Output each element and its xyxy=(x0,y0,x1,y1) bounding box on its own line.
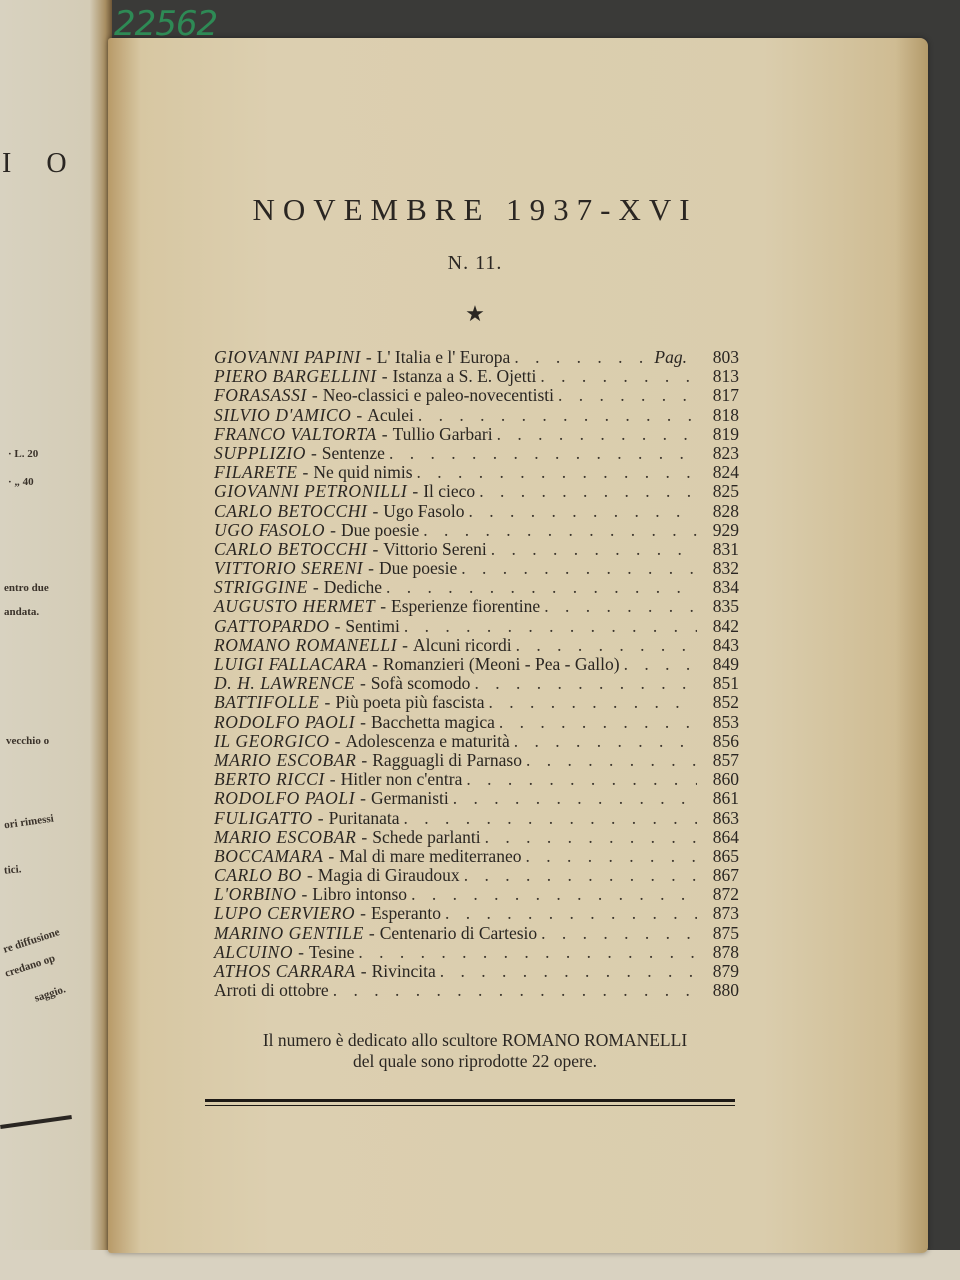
dot-leader xyxy=(541,924,697,943)
toc-separator: - xyxy=(360,788,366,809)
toc-entry xyxy=(214,809,739,828)
toc-entry xyxy=(214,578,739,597)
toc-author: GIOVANNI PETRONILLI xyxy=(214,481,408,502)
toc-author: L'ORBINO xyxy=(214,884,297,905)
toc-entry xyxy=(214,540,739,559)
toc-title: Sentimi xyxy=(345,615,400,636)
toc-author: LUPO CERVIERO xyxy=(214,903,356,924)
toc-entry xyxy=(214,732,739,751)
dot-leader xyxy=(491,540,697,559)
toc-title: Due poesie xyxy=(341,519,420,540)
dot-leader xyxy=(540,367,697,386)
toc-separator: - xyxy=(412,481,419,502)
toc-title: Adolescenza e maturità xyxy=(345,730,510,751)
toc-title: Tesine xyxy=(308,941,355,962)
dot-leader xyxy=(497,425,697,444)
toc-separator: - xyxy=(381,366,388,387)
toc-page-number: 880 xyxy=(712,980,739,1001)
toc-page-number: 834 xyxy=(712,577,739,598)
toc-author: BERTO RICCI xyxy=(214,769,325,790)
dot-leader xyxy=(544,597,697,616)
star-ornament-icon: ★ xyxy=(465,301,485,326)
left-page-text-fragment: re diffusione xyxy=(1,926,62,956)
toc-title: Germanisti xyxy=(371,788,449,809)
toc-title: Sentenze xyxy=(321,442,385,463)
toc-separator: - xyxy=(334,730,341,751)
toc-separator: - xyxy=(368,922,375,943)
toc-page-number: 835 xyxy=(712,596,739,617)
toc-entry xyxy=(214,367,739,386)
toc-author: MARIO ESCOBAR xyxy=(214,749,357,770)
toc-author: SILVIO D'AMICO xyxy=(214,404,352,425)
toc-author: BATTIFOLLE xyxy=(214,692,320,713)
toc-entry xyxy=(214,636,739,655)
toc-author: IL GEORGICO xyxy=(214,730,330,751)
toc-author: CARLO BETOCCHI xyxy=(214,538,368,559)
dot-leader xyxy=(411,885,697,904)
toc-title: Ragguagli di Parnaso xyxy=(372,749,522,770)
toc-entry xyxy=(214,828,739,847)
toc-entry xyxy=(214,847,739,866)
toc-separator: - xyxy=(402,634,408,655)
toc-entry xyxy=(214,406,739,425)
toc-author: LUIGI FALLACARA xyxy=(214,654,368,674)
left-page-text-fragment: credano op xyxy=(3,952,57,980)
toc-page-number: 813 xyxy=(712,366,739,387)
bottom-rule-thick xyxy=(205,1099,735,1102)
left-page-heading: I O xyxy=(2,148,81,179)
toc-separator: - xyxy=(311,385,318,406)
toc-entry xyxy=(214,386,739,405)
toc-separator: - xyxy=(301,884,308,905)
toc-page-number: 863 xyxy=(712,807,739,828)
toc-author: MARINO GENTILE xyxy=(214,922,364,943)
left-page-text-fragment: ori rimessi xyxy=(3,812,55,832)
dot-leader xyxy=(418,406,697,425)
toc-title: Rivincita xyxy=(371,961,436,981)
toc-title: Schede parlanti xyxy=(372,826,481,847)
toc-title: Mal di mare mediterraneo xyxy=(339,845,522,866)
toc-entry xyxy=(214,655,739,674)
dot-leader xyxy=(479,482,697,501)
dot-leader xyxy=(461,559,697,578)
toc-page-number: 872 xyxy=(712,884,739,905)
toc-entry xyxy=(214,521,739,540)
toc-title: Tullio Garbari xyxy=(392,423,493,444)
toc-entry xyxy=(214,444,739,463)
toc-entry xyxy=(214,962,739,981)
toc-separator: - xyxy=(360,711,366,732)
toc-title: Magia di Giraudoux xyxy=(317,865,460,886)
toc-separator: - xyxy=(302,462,309,483)
dot-leader xyxy=(468,502,697,521)
toc-page-number: 851 xyxy=(712,673,739,694)
issue-title: NOVEMBRE 1937-XVI xyxy=(252,192,698,227)
toc-page-number: 831 xyxy=(712,538,739,559)
toc-author: RODOLFO PAOLI xyxy=(214,711,356,732)
dedication-line-2: del quale sono riprodotte 22 opere. xyxy=(353,1051,597,1071)
toc-author: D. H. LAWRENCE xyxy=(214,673,355,694)
toc-title: Bacchetta magica xyxy=(371,711,495,732)
toc-title: Ne quid nimis xyxy=(313,462,413,483)
toc-page-number: 860 xyxy=(712,769,739,790)
toc-author: FORASASSI xyxy=(214,385,307,406)
toc-page-number: 823 xyxy=(712,442,739,463)
dedication-note xyxy=(205,1030,745,1072)
toc-title: Istanza a S. E. Ojetti xyxy=(392,366,537,387)
toc-separator: - xyxy=(312,577,319,598)
toc-entry xyxy=(214,502,739,521)
toc-entry xyxy=(214,866,739,885)
dot-leader xyxy=(516,636,697,655)
dot-leader xyxy=(404,617,697,636)
dot-leader xyxy=(404,809,697,828)
toc-page-number: 865 xyxy=(712,845,739,866)
toc-author: FULIGATTO xyxy=(214,807,313,828)
toc-entry xyxy=(214,943,739,962)
toc-separator: - xyxy=(372,500,379,521)
toc-entry xyxy=(214,425,739,444)
left-page-text-fragment: vecchio o xyxy=(6,735,50,747)
toc-separator: - xyxy=(360,903,366,924)
toc-title: Vittorio Sereni xyxy=(383,538,487,559)
page-label: Pag. xyxy=(654,347,687,367)
toc-separator: - xyxy=(356,404,363,425)
toc-entry-final xyxy=(214,981,739,1000)
dot-leader xyxy=(514,732,697,751)
toc-title: L' Italia e l' Europa xyxy=(376,347,511,367)
dot-leader xyxy=(525,847,697,866)
dot-leader xyxy=(489,693,697,712)
toc-entry xyxy=(214,770,739,789)
toc-separator: - xyxy=(334,615,341,636)
toc-page-number: 818 xyxy=(712,404,739,425)
dot-leader xyxy=(526,751,697,770)
dot-leader xyxy=(485,828,697,847)
toc-page-number: 803 xyxy=(712,347,739,367)
toc-author: GIOVANNI PAPINI xyxy=(214,347,361,367)
dot-leader xyxy=(474,674,697,693)
toc-page-number: 843 xyxy=(712,634,739,655)
toc-separator: - xyxy=(324,692,331,713)
toc-separator: - xyxy=(365,347,372,367)
toc-author: FILARETE xyxy=(214,462,298,483)
toc-entry xyxy=(214,904,739,923)
left-page-text-fragment: saggio. xyxy=(32,983,68,1005)
toc-separator: - xyxy=(298,941,304,962)
toc-separator: - xyxy=(360,961,367,981)
toc-entry xyxy=(214,789,739,808)
table-of-contents xyxy=(214,348,739,1000)
toc-separator: - xyxy=(381,423,388,444)
toc-separator: - xyxy=(380,596,387,617)
toc-title: Il cieco xyxy=(423,481,476,502)
toc-page-number: 828 xyxy=(712,500,739,521)
toc-page-number: 832 xyxy=(712,558,739,579)
toc-page-number: 856 xyxy=(712,730,739,751)
toc-title: Dediche xyxy=(323,577,383,598)
toc-separator: - xyxy=(361,749,368,770)
toc-title: Sofà scomodo xyxy=(370,673,471,694)
left-page-text-fragment: · L. 20 xyxy=(8,448,39,460)
toc-separator: - xyxy=(328,845,335,866)
toc-page-number: 824 xyxy=(712,462,739,483)
toc-title: Esperanto xyxy=(370,903,441,924)
toc-page-number: 873 xyxy=(712,903,739,924)
dot-leader xyxy=(558,386,697,405)
toc-author: ROMANO ROMANELLI xyxy=(214,634,398,655)
dot-leader xyxy=(333,981,697,1000)
toc-page-number: 853 xyxy=(712,711,739,732)
toc-page-number: 879 xyxy=(712,961,739,981)
toc-page-number: 864 xyxy=(712,826,739,847)
toc-author: PIERO BARGELLINI xyxy=(214,366,377,387)
toc-author: RODOLFO PAOLI xyxy=(214,788,356,809)
inventory-sticker: 22562 xyxy=(114,4,218,44)
toc-title: Esperienze fiorentine xyxy=(391,596,541,617)
toc-title: Alcuni ricordi xyxy=(412,634,512,655)
toc-entry xyxy=(214,617,739,636)
toc-page-number: 861 xyxy=(712,788,739,809)
dot-leader xyxy=(440,962,697,981)
toc-page-number: 817 xyxy=(712,385,739,406)
toc-author: AUGUSTO HERMET xyxy=(214,596,376,617)
toc-page-number: 878 xyxy=(712,941,739,962)
toc-author: FRANCO VALTORTA xyxy=(214,423,377,444)
dedication-line-1: Il numero è dedicato allo scultore ROMANO ROMANELLI xyxy=(262,1030,688,1050)
toc-title: Hitler non c'entra xyxy=(340,769,463,790)
dot-leader xyxy=(624,655,697,674)
toc-entry xyxy=(214,713,739,732)
dot-leader xyxy=(453,789,697,808)
toc-title: Puritanata xyxy=(328,807,400,828)
toc-page-number: 825 xyxy=(712,481,739,502)
toc-author: CARLO BO xyxy=(214,865,302,886)
toc-separator: - xyxy=(359,673,366,694)
toc-author: ATHOS CARRARA xyxy=(214,961,356,981)
toc-title: Ugo Fasolo xyxy=(383,500,465,521)
left-page-text-fragment: tici. xyxy=(3,863,22,877)
toc-separator: - xyxy=(372,654,378,674)
toc-title: Arroti di ottobre xyxy=(214,980,329,1001)
toc-author: CARLO BETOCCHI xyxy=(214,500,368,521)
bottom-rule-thin xyxy=(205,1105,735,1106)
toc-title: Romanzieri (Meoni - Pea - Gallo) xyxy=(382,654,620,674)
toc-entry xyxy=(214,924,739,943)
toc-title: Centenario di Cartesio xyxy=(379,922,538,943)
toc-title: Due poesie xyxy=(378,558,458,579)
toc-entry xyxy=(214,751,739,770)
dot-leader xyxy=(389,444,697,463)
toc-entry xyxy=(214,674,739,693)
toc-page-number: 875 xyxy=(712,922,739,943)
toc-separator: - xyxy=(329,769,336,790)
toc-separator: - xyxy=(372,538,379,559)
toc-title: Più poeta più fascista xyxy=(335,692,485,713)
toc-separator: - xyxy=(306,865,313,886)
toc-title: Neo-classici e paleo-novecentisti xyxy=(322,385,554,406)
dot-leader xyxy=(386,578,697,597)
toc-author: STRIGGINE xyxy=(214,577,308,598)
toc-page-number: 857 xyxy=(712,749,739,770)
toc-page-number: 867 xyxy=(712,865,739,886)
toc-entry xyxy=(214,597,739,616)
dot-leader xyxy=(499,713,697,732)
toc-page-number: 819 xyxy=(712,423,739,444)
dot-leader xyxy=(445,904,697,923)
toc-separator: - xyxy=(310,442,317,463)
toc-entry xyxy=(214,482,739,501)
toc-page-number: 929 xyxy=(712,519,739,540)
toc-separator: - xyxy=(368,558,374,579)
left-page-text-fragment: entro due xyxy=(4,582,49,594)
toc-title: Libro intonso xyxy=(312,884,408,905)
left-page-text-fragment: · „ 40 xyxy=(8,476,34,488)
issue-number: N. 11. xyxy=(447,252,503,274)
toc-separator: - xyxy=(361,826,368,847)
toc-entry xyxy=(214,693,739,712)
toc-page-number: 852 xyxy=(712,692,739,713)
dot-leader xyxy=(417,463,697,482)
dot-leader xyxy=(466,770,697,789)
toc-author: MARIO ESCOBAR xyxy=(214,826,357,847)
toc-author: SUPPLIZIO xyxy=(214,442,306,463)
toc-author: UGO FASOLO xyxy=(214,519,326,540)
left-page-text-fragment: andata. xyxy=(4,606,40,618)
table-surface xyxy=(0,1250,960,1280)
toc-separator: - xyxy=(330,519,336,540)
toc-entry xyxy=(214,348,739,367)
toc-author: ALCUINO xyxy=(214,941,294,962)
toc-title: Aculei xyxy=(367,404,414,425)
dot-leader xyxy=(464,866,697,885)
toc-entry xyxy=(214,463,739,482)
toc-author: GATTOPARDO xyxy=(214,615,330,636)
toc-entry xyxy=(214,559,739,578)
dot-leader xyxy=(358,943,697,962)
toc-separator: - xyxy=(317,807,324,828)
toc-author: VITTORIO SERENI xyxy=(214,558,364,579)
toc-entry xyxy=(214,885,739,904)
dot-leader xyxy=(514,348,650,367)
toc-author: BOCCAMARA xyxy=(214,845,324,866)
toc-page-number: 849 xyxy=(712,654,739,674)
dot-leader xyxy=(423,521,697,540)
left-page xyxy=(0,0,112,1280)
toc-page-number: 842 xyxy=(712,615,739,636)
